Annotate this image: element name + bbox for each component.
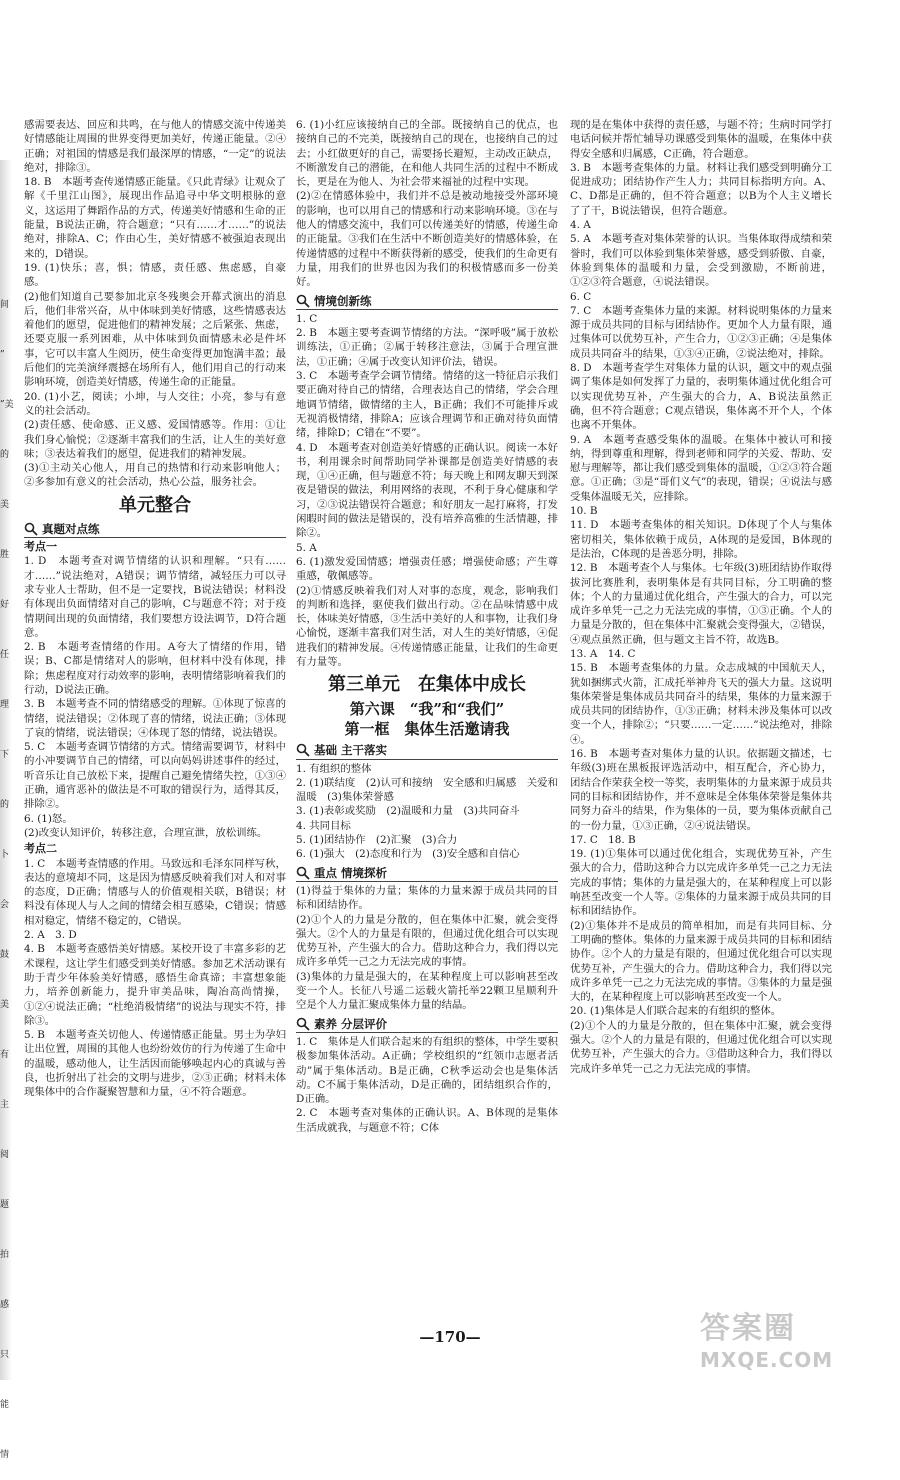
c3-line: 15. B 本题考查集体的力量。众志成城的中国航天人，犹如捆绑式火箭，汇成托举神舟飞天的强大力量。这说明集体荣誉是集体成员共同奋斗的结果，集体的力量来源于成员共同的团结协作，①③正确；材料未涉及集体可以改变一个人，排除②；“只要……一定……”说法绝对，排除④。 xyxy=(570,662,832,746)
c3-line: 9. A 本题考查感受集体的温暖。在集体中被认可和接纳，得到尊重和理解，得到老师和同学的关爱、帮助、安慰与理解等，都让我们感受到集体的温暖，①②③符合题意。①正确；③是“哥们义气”的表现，错误；④说法与感受集体温暖无关，应排除。 xyxy=(570,433,832,503)
c2-item: 4. D 本题考查对创造美好情感的正确认识。阅读一本好书，利用课余时间帮助同学补课都是创造美好情感的表现，①④正确，但与题意不符；每天晚上和网友聊天到深夜是错误的做法，利用网络的表现，不利于身心健康和学习，②③说法错误符合题意；和好朋友一起打麻将，打发闲暇时间的做法是错误的，没有培养高雅的生活情趣，排除②。 xyxy=(296,441,558,540)
c2-line: 6. (1)小红应该接纳自己的全部。既接纳自己的优点，也接纳自己的不完美，既接纳自己的现在，也接纳自己的过去；小红做更好的自己，需要扬长避短，主动改正缺点，不断激发自己的潜能，在和他人共同生活的过程中不断成长，更是在为他人、为社会带来福祉的过程中实现。 xyxy=(296,119,558,189)
jc-line: 4. 共同目标 xyxy=(296,819,351,832)
k2-line: 2. A 3. D xyxy=(24,929,77,942)
c1-line: (2)他们知道自己要参加北京冬残奥会开幕式演出的消息后，他们非常兴奋，从中体味到美好情感，这些情感表达着他们的愿望，促进他们的精神发展；之后紧张、焦虑，还要克服一系列困难，从中体味到负面情感未必是件坏事，它可以丰富人生阅历，使生命变得更加饱满丰盈；最后他们的完美演绎震撼在场所有人，他们用自己的行动来影响环境，创造美好情感，传递生命的正能量。 xyxy=(24,290,286,389)
k2-line: 5. B 本题考查关切他人、传递情感正能量。男士为孕妇让出位置，周围的其他人也纷纷效仿的行为传递了生命中的温暖，感动他人，让生活因而能够唤起内心的真诚与善良，也折射出了社会的文明与进步，②③正确；材料未体现集体中的合作凝聚智慧和力量，④不符合题意。 xyxy=(24,1029,286,1099)
zd-line: (1)得益于集体的力量；集体的力量来源于成员共同的目标和团结协作。 xyxy=(296,884,558,912)
c3-line: 13. A 14. C xyxy=(570,647,636,660)
c3-line: 7. C 本题考查集体力量的来源。材料说明集体的力量来源于成员共同的目标与团结协作。更加个人力量有限，通过集体可以优势互补，产生合力，①②③正确；④是集体成员共同奋斗的结果，①③④正确，②说法绝对，排除。 xyxy=(570,304,832,360)
section-header-suyang xyxy=(296,1017,558,1033)
c1-line: (2)责任感、使命感、正义感、爱国情感等。作用：①让我们身心愉悦；②逐渐丰富我们的生活，让人生的美好意味；③表达着我们的愿望，促进我们的精神发展。 xyxy=(24,419,286,460)
c2-item: 5. A xyxy=(296,541,317,554)
c2-item: 6. (1)激发爱国情感；增强责任感；增强使命感；产生尊重感，敬佩感等。 xyxy=(296,555,558,583)
column-2 xyxy=(296,118,558,1350)
lesson-heading: 第六课 “我”和“我们” xyxy=(349,700,505,719)
c1-line: 19. (1)快乐；喜，惧；情感，责任感、焦虑感，自豪感。 xyxy=(24,261,286,289)
jc-line: 6. (1)强大 (2)态度和行为 (3)安全感和自信心 xyxy=(296,848,520,861)
c3-line: 17. C 18. B xyxy=(570,833,636,846)
c3-line: 12. B 本题考查个人与集体。七年级(3)班团结协作取得拔河比赛胜利，表明集体是有共同目标，分工明确的整体；个人的力量通过优化组合，产生强大的合力，可以完成许多单凭一己之力无法完成的事情，①③正确。个人的力量是分散的，但在集体中汇聚就会变得强大，②错误，④观点虽然正确，但与题文主旨不符，故选B。 xyxy=(570,562,832,646)
c3-line: 5. A 本题考查对集体荣誉的认识。当集体取得成绩和荣誉时，我们可以体验到集体荣誉感，感受到骄傲、自豪，体验到集体的温暖和力量，会受到激励，不断前进，①②③符合题意，④说法错误。 xyxy=(570,233,832,289)
k1-line: 3. B 本题考查不同的情绪感受的理解。①体现了惊喜的情绪，说法错误；②体现了喜的情绪，说法正确；③体现了哀的情绪，说法错误；④体现了怒的情绪，说法错误。 xyxy=(24,698,286,739)
c3-line: 6. C xyxy=(570,290,592,303)
c3-line: 20. (1)集体是人们联合起来的有组织的整体。 xyxy=(570,1005,782,1018)
k1-line: 6. (1)怒。 xyxy=(24,812,73,825)
c3-line: 16. B 本题考查对集体力量的认识。依据题文描述，七年级(3)班在黑板报评选活动中，相互配合，齐心协力，团结合作荣获全校一等奖，表明集体的力量来源于成员共同的目标和团结协作，并不意味是全体集体荣誉是集体共同努力奋斗的结果，作为集体的一员，要为集体贡献自己的一份力量，①③正确，②④说法错误。 xyxy=(570,748,832,832)
c1-line: (3)①主动关心他人，用自己的热情和行动来影响他人；②多参加有意义的社会活动，热心公益，服务社会。 xyxy=(24,462,286,489)
c2-item: 3. C 本题考查学会调节情绪。情绪的这一特征启示我们要正确对待自己的情绪，合理表达自己的情绪，学会合理地调节情绪，做情绪的主人，B正确；我们不可能排斥或无视消极情绪，排除A；应该合理调节和正确对待负面情绪，排除D；C错在“不要”。 xyxy=(296,370,558,440)
unit-summary-heading: 单元整合 xyxy=(119,494,191,516)
k2-line: 4. B 本题考查感悟美好情感。某校开设了丰富多彩的艺术课程，这让学生们感受到美好情感。参加艺术活动课有助于青少年体验美好情感，感悟生命真谛；丰富想象能力，培养创新能力，提升审美品味，陶冶高尚情操，①②④说法正确；“杜绝消极情绪”的说法与现实不符，排除③。 xyxy=(24,943,286,1027)
zd-line: (3)集体的力量是强大的，在某种程度上可以影响甚至改变一个人。长征八号遥二运载火箭托举22颗卫星顺利升空是个人力量汇聚成集体力量的结晶。 xyxy=(296,970,558,1012)
c3-line: 3. B 本题考查集体的力量。材料让我们感受到明确分工促进成功；团结协作产生人力；共同目标指明方向。A、C、D都是正确的，但不符合题意；以B为个人主义增长了了干，B说法错误，但符合题意。 xyxy=(570,161,832,217)
magnifier-icon xyxy=(296,743,310,757)
section-header-qingjing xyxy=(296,294,558,310)
c2-line: (2)②在情感体验中，我们并不总是被动地接受外部环境的影响，也可以用自己的情感和行动来影响环境。③在与他人的情感交流中，我们可以传递美好的情感，传递生命的正能量。③我们在生活中不断创造美好的情感体验，在传递情感的过程中不断获得新的感受，使我们的生命更有力量，用我们的世界也因为我们的积极情感而多一份美好。 xyxy=(296,190,558,289)
left-edge-fragments: 间 ” ”美 的 美 胜 好 任 理 下 的 卜 会 鼓 美 有 主 阅 题 拍 感 只 能 情 xyxy=(0,300,14,1460)
column-3 xyxy=(570,118,832,1350)
k1-line: 5. C 本题考查调节情绪的方式。情绪需要调节，材料中的小冲要调节自己的情绪，可以向妈妈讲述事件的经过，听音乐让自己放松下来，提醒自己避免情绪失控，①③④正确，通宵恶补的做法是不可取的错误行为，适得其反，排除②。 xyxy=(24,741,286,811)
kaodian-2-heading: 考点二 xyxy=(24,842,57,856)
jc-line: 3. (1)表彰或奖励 (2)温暖和力量 (3)共同奋斗 xyxy=(296,805,520,818)
c1-line: 感需要表达、回应和共鸣，在与他人的情感交流中传递美好情感能让周围的世界变得更加美好，传递正能量。②④正确；对祖国的情感是我们最深厚的情感，“一定”的说法绝对，排除③。 xyxy=(24,119,286,174)
jc-line: 1. 有组织的整体 xyxy=(296,762,372,775)
c3-line: 4. A xyxy=(570,219,591,232)
c3-line: (2)①集体并不是成员的简单相加，而是有共同目标、分工明确的整体。集体的力量来源于成员共同的目标和团结协作。②个人的力量是有限的，但通过优化组合可以实现优势互补，产生强大的合力。借助这种合力，我们得以完成许多单凭一己之力无法完成的事情。③集体的力量是强大的，在某种程度上可以影响甚至改变一个人。 xyxy=(570,919,832,1004)
zd-line: (2)①个人的力量是分散的，但在集体中汇聚，就会变得强大。②个人的力量是有限的，但通过优化组合可以实现优势互补，产生强大的合力。借助这种合力，我们得以完成许多单凭一己之力无法完成的事情。 xyxy=(296,913,558,969)
c2-item: 2. B 本题主要考查调节情绪的方法。“深呼吸”属于放松训练法，①正确；②属于转移注意法，③属于合理宣泄法，①正确；④属于改变认知评价法，错误。 xyxy=(296,327,558,368)
magnifier-icon xyxy=(296,294,310,308)
watermark-logo xyxy=(700,1310,890,1384)
section-label: 素养 分层评价 xyxy=(314,1016,388,1031)
c2-item: 1. C xyxy=(296,312,318,325)
kaodian-1-heading: 考点一 xyxy=(24,540,57,554)
section-label: 重点 情境探析 xyxy=(314,865,388,880)
frame-heading: 第一框 集体生活邀请我 xyxy=(344,720,510,739)
c2-item: (2)①情感反映着我们对人对事的态度，观念，影响我们的判断和选择，驱使我们做出行动。②在品味情感中成长，体味美好情感，③生活中美好的人和事物，让我们身心愉悦，逐渐丰富我们对生活，对人生的美好情感，④促进我们的精神发展。④传递情感正能量，让我们的生命更有力量等。 xyxy=(296,584,558,668)
jc-line: 2. (1)联结度 (2)认可和接纳 安全感和归属感 关爱和温暖 (3)集体荣誉感 xyxy=(296,776,558,804)
c3-line: 10. B xyxy=(570,505,598,518)
magnifier-icon xyxy=(296,1017,310,1031)
unit-3-heading: 第三单元 在集体中成长 xyxy=(328,674,526,696)
jc-line: 5. (1)团结协作 (2)汇聚 (3)合力 xyxy=(296,834,458,847)
k1-line: 2. B 本题考查情绪的作用。A夸大了情绪的作用，错误；B、C都是情绪对人的影响，但材料中没有体现，排除；焦虑程度对行动效率的影响，表明情绪影响着我们的行动，D说法正确。 xyxy=(24,641,286,696)
sy-line: 2. C 本题考查对集体的正确认识。A、B体现的是集体生活成就我，与题意不符；C体 xyxy=(296,1107,558,1134)
c3-line: 现的是在集体中获得的责任感，与题不符；生病时同学打电话问候并帮忙辅导功课感受到集体的温暖，在集体中获得安全感和归属感，C正确，符合题意。 xyxy=(570,119,832,160)
c3-line: (2)①个人的力量是分散的，但在集体中汇聚，就会变得强大。②个人的力量是有限的，但通过优化组合可以实现优势互补，产生强大的合力。③借助这种合力，我们得以完成许多单凭一己之力无法完成的事情。 xyxy=(570,1019,832,1075)
watermark-bottom: MXQE.COM xyxy=(700,1348,834,1372)
column-1 xyxy=(24,118,286,1350)
section-header-jichu xyxy=(296,743,558,759)
section-header-zhenti xyxy=(24,522,286,538)
magnifier-icon xyxy=(296,866,310,880)
c1-line: 18. B 本题考查传递情感正能量。《只此青绿》让观众了解《千里江山图》，展现出作品追寻中华文明根脉的意义，这运用了舞蹈作品的方式，传递美好情感和生命的正能量，B说法正确，符合题意；“只有……才……”的说法绝对，排除A、C；作由心生，美好情感不被强迫表现出来的，D错误。 xyxy=(24,176,286,260)
k1-line: 1. D 本题考查对调节情绪的认识和理解。“只有……才……”说法绝对，A错误；调节情绪，减轻压力可以寻求专业人士帮助，但不是一定要找，B说法错误；材料没有体现出负面情绪对自己的影响，C与题意不符；对于疫情期间出现的负面情绪，我们要想方设法调节，D符合题意。 xyxy=(24,555,286,639)
magnifier-icon xyxy=(24,522,38,536)
c3-line: 8. D 本题考查学生对集体力量的认识，题文中的观点强调了集体是如何发挥了力量的，表明集体通过优化组合可以实现优势互补，产生强大的合力，A、B说法虽然正确，但不符合题意；C观点错误，集体离不开个人，个体也离不开集体。 xyxy=(570,362,832,432)
c3-line: 11. D 本题考查集体的相关知识。D体现了个人与集体密切相关，集体依赖于成员，A体现的是爱国，B体现的是法治，C体现的是善恶分明，排除。 xyxy=(570,519,832,560)
section-label: 真题对点练 xyxy=(42,521,100,536)
page-number: —170— xyxy=(419,1328,481,1346)
k2-line: 1. C 本题考查情感的作用。马致远和毛泽东同样写秋，表达的意境却不同，这是因为情感反映着我们对人和对事的态度，D正确；情感与人的价值观相关联，B错误；材料没有体现人与人之间的情绪会相互感染，C错误；情感相对稳定，情绪不稳定的，C错误。 xyxy=(24,857,286,927)
section-header-zhongdian xyxy=(296,866,558,882)
c1-line: 20. (1)小艺，阅读；小坤，与人交往；小亮，参与有意义的社会活动。 xyxy=(24,390,286,417)
section-label: 情境创新练 xyxy=(314,293,372,308)
section-label: 基础 主干落实 xyxy=(314,743,388,758)
k1-line: (2)改变认知评价，转移注意，合理宣泄，放松训练。 xyxy=(24,826,268,839)
sy-line: 1. C 集体是人们联合起来的有组织的整体，中学生要积极参加集体活动。A正确；学校组织的“红领巾志愿者活动”属于集体活动。B是正确，C秋季运动会也是集体活动。C不属于集体活动，D是正确的，团结组织合作的，D正确。 xyxy=(296,1035,558,1106)
c3-line: 19. (1)①集体可以通过优化组合，实现优势互补，产生强大的合力，借助这种合力以完成许多单凭一己之力无法完成的事情；集体的力量是强大的，在某种程度上可以影响甚至改变一个人等。②集体的力量来源于成员共同的目标和团结协作。 xyxy=(570,848,832,918)
watermark-top: 答案圈 xyxy=(700,1311,796,1346)
